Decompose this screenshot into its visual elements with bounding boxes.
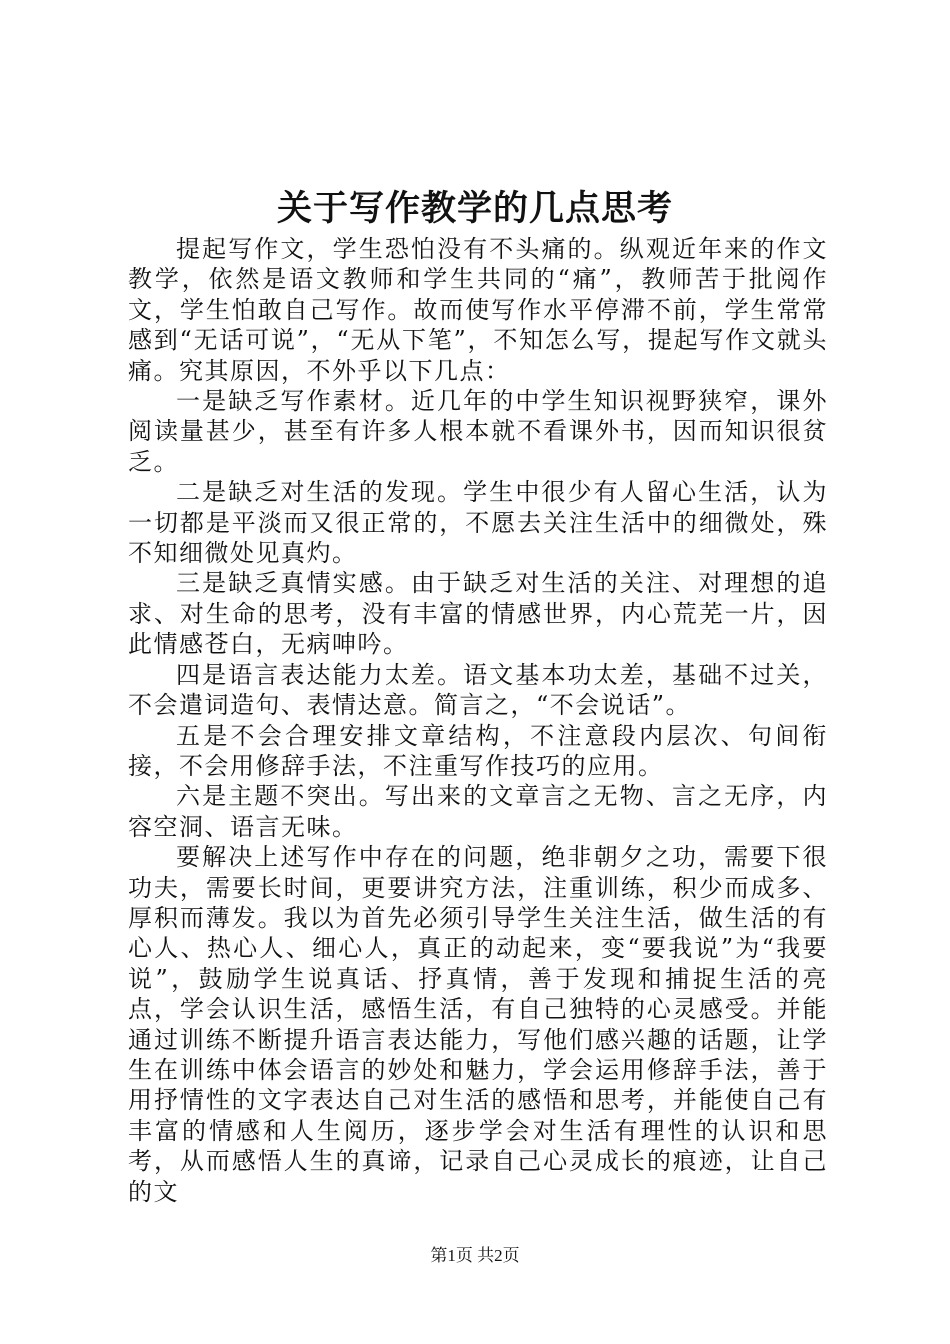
paragraph-point-3: 三是缺乏真情实感。由于缺乏对生活的关注、对理想的追求、对生命的思考，没有丰富的情感世界，内心荒芜一片，因此情感苍白，无病呻吟。 <box>128 569 828 659</box>
document-title: 关于写作教学的几点思考 <box>276 188 673 229</box>
paragraph-point-1: 一是缺乏写作素材。近几年的中学生知识视野狭窄，课外阅读量甚少，甚至有许多人根本就不看课外书，因而知识很贫乏。 <box>128 387 828 476</box>
paragraph-point-6: 六是主题不突出。写出来的文章言之无物、言之无序，内容空洞、语言无味。 <box>128 782 828 841</box>
paragraph-point-2: 二是缺乏对生活的发现。学生中很少有人留心生活，认为一切都是平淡而又很正常的，不愿去关注生活中的细微处，殊不知细微处见真灼。 <box>128 478 828 568</box>
paragraph-intro: 提起写作文，学生恐怕没有不头痛的。纵观近年来的作文教学，依然是语文教师和学生共同的“痛”，教师苦于批阅作文，学生怕敢自己写作。故而使写作水平停滞不前，学生常常感到“无话可说”，“无从下笔”，不知怎么写，提起写作文就头痛。究其原因，不外乎以下几点： <box>128 235 828 385</box>
document-body <box>128 234 828 1207</box>
paragraph-point-4: 四是语言表达能力太差。语文基本功太差，基础不过关，不会遣词造句、表情达意。简言之，“不会说话”。 <box>128 660 828 720</box>
paragraph-solution: 要解决上述写作中存在的问题，绝非朝夕之功，需要下很功夫，需要长时间，更要讲究方法，注重训练，积少而成多、厚积而薄发。我以为首先必须引导学生关注生活，做生活的有心人、热心人、细心人，真正的动起来，变“要我说”为“我要说”，鼓励学生说真话、抒真情，善于发现和捕捉生活的亮点，学会认识生活，感悟生活，有自己独特的心灵感受。并能通过训练不断提升语言表达能力，写他们感兴趣的话题，让学生在训练中体会语言的妙处和魅力，学会运用修辞手法，善于用抒情性的文字表达自己对生活的感悟和思考，并能使自己有丰富的情感和人生阅历，逐步学会对生活有理性的认识和思考，从而感悟人生的真谛，记录自己心灵成长的痕迹，让自己的文 <box>128 843 828 1206</box>
paragraph-point-5: 五是不会合理安排文章结构，不注意段内层次、句间衔接，不会用修辞手法，不注重写作技巧的应用。 <box>128 721 828 780</box>
page-number-footer: 第1页 共2页 <box>430 1246 520 1265</box>
